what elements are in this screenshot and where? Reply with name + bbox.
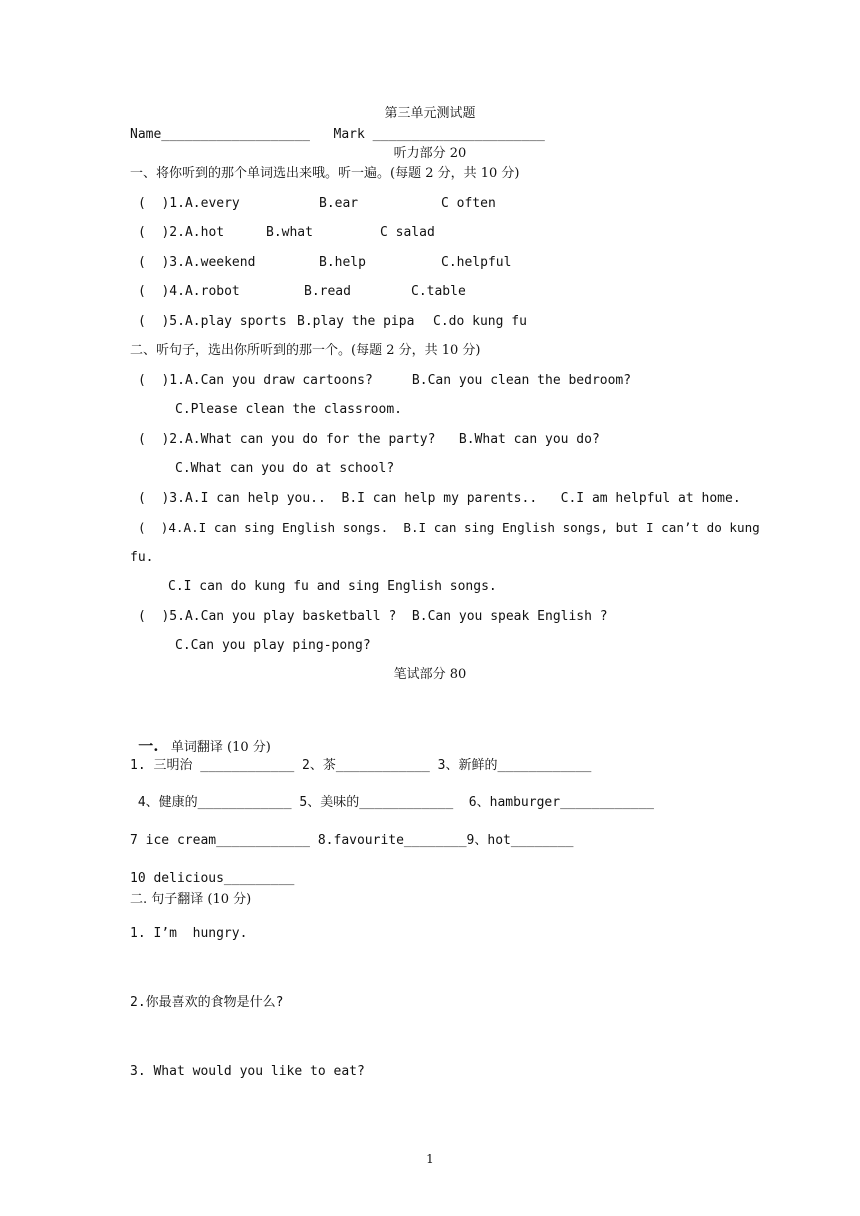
- vocab-row: 4、健康的____________ 5、美味的____________ 6、hamburger____________: [130, 795, 654, 810]
- section2-line: C.I can do kung fu and sing English songs.: [168, 579, 497, 594]
- listening-header: 听力部分 20: [393, 146, 467, 161]
- sentences-heading: 二. 句子翻译 (10 分): [130, 892, 252, 907]
- item-b: B.help: [319, 255, 366, 270]
- item-a: ( )3.A.weekend: [138, 255, 256, 270]
- sentence-question: 1. I’m hungry.: [130, 926, 248, 941]
- item-c: C.do kung fu: [433, 314, 527, 329]
- item-b: B.what: [266, 225, 313, 240]
- section2-heading: 二、听句子，选出你所听到的那一个。(每题 2 分，共 10 分): [130, 343, 481, 358]
- item-a: ( )2.A.hot: [138, 225, 225, 240]
- item-c: C salad: [380, 225, 435, 240]
- item-b: B.read: [304, 284, 351, 299]
- item-b: B.ear: [319, 196, 359, 211]
- vocab-heading-text: 单词翻译 (10 分): [170, 740, 271, 755]
- section2-line: ( )5.A.Can you play basketball ? B.Can you speak English ?: [138, 609, 608, 624]
- vocab-row: 7 ice cream____________ 8.favourite________9、hot________: [130, 833, 574, 848]
- name-mark-line: Name___________________ Mark ______________________: [130, 127, 545, 142]
- item-c: C often: [441, 196, 496, 211]
- item-b: B.play the pipa: [297, 314, 415, 329]
- sentence-question: 2.你最喜欢的食物是什么?: [130, 995, 284, 1010]
- vocab-heading-number: 一.: [138, 737, 159, 755]
- section1-heading: 一、将你听到的那个单词选出来哦。听一遍。(每题 2 分，共 10 分): [130, 166, 520, 181]
- vocab-row: 10 delicious_________: [130, 871, 295, 886]
- section2-line: fu.: [130, 550, 154, 565]
- vocab-row: 1. 三明治 ____________ 2、茶____________ 3、新鲜的____________: [130, 758, 592, 773]
- section2-line: ( )4.A.I can sing English songs. B.I can sing English songs, but I can’t do kung: [138, 520, 760, 535]
- written-header: 笔试部分 80: [393, 667, 467, 682]
- item-c: C.helpful: [441, 255, 512, 270]
- page-number: 1: [426, 1152, 434, 1166]
- item-a: ( )4.A.robot: [138, 284, 240, 299]
- page-title: 第三单元测试题: [384, 106, 476, 121]
- item-c: C.table: [411, 284, 466, 299]
- section2-line: ( )1.A.Can you draw cartoons? B.Can you clean the bedroom?: [138, 373, 632, 388]
- section2-line: C.What can you do at school?: [175, 461, 395, 476]
- section2-line: ( )2.A.What can you do for the party? B.What can you do?: [138, 432, 600, 447]
- item-a: ( )1.A.every: [138, 196, 240, 211]
- vocab-heading: [130, 722, 271, 756]
- section2-line: C.Can you play ping-pong?: [175, 638, 371, 653]
- section2-line: C.Please clean the classroom.: [175, 402, 402, 417]
- item-a: ( )5.A.play sports: [138, 314, 287, 329]
- section2-line: ( )3.A.I can help you.. B.I can help my parents.. C.I am helpful at home.: [138, 491, 741, 506]
- sentence-question: 3. What would you like to eat?: [130, 1064, 365, 1079]
